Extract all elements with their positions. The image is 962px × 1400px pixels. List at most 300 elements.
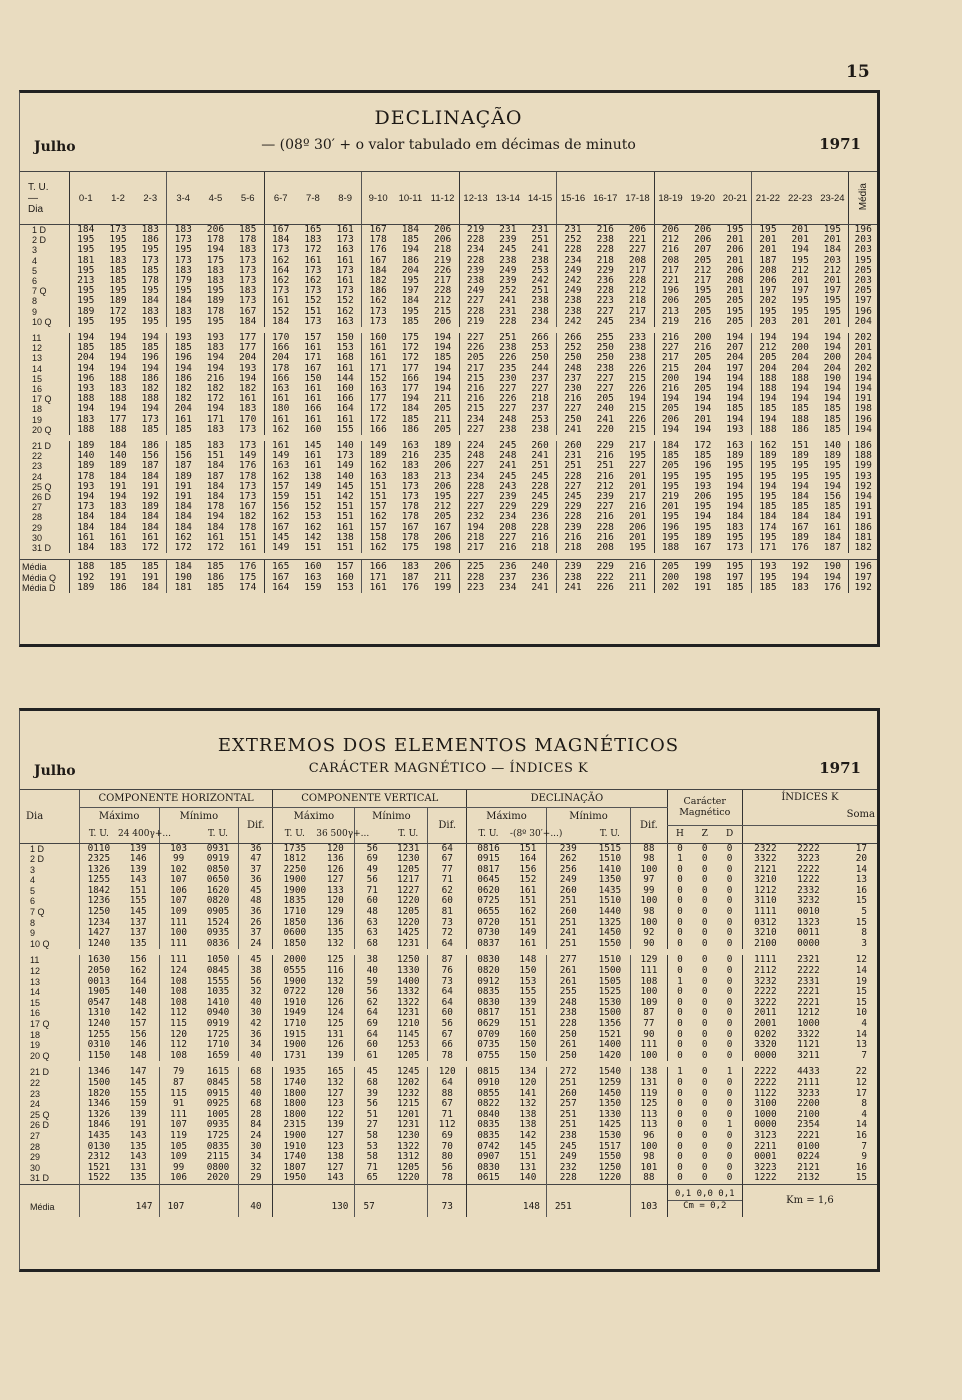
d-max-tu: 0907 (467, 1152, 510, 1163)
k-sum: 15 (855, 917, 867, 928)
day-label: 16 (32, 384, 43, 395)
hourly-value: 194 (823, 384, 842, 395)
d-max-value: 145 (519, 1141, 537, 1152)
day-row (20, 886, 877, 897)
h-max-value: 131 (129, 1162, 147, 1173)
hourly-value: 162 (264, 276, 296, 286)
h-dif: 40 (239, 998, 273, 1009)
hourly-value: 204 (791, 363, 809, 374)
hourly-value: 188 (141, 394, 159, 405)
k-sum: 5 (861, 907, 867, 918)
hourly-value: 241 (531, 245, 549, 256)
d-min-value: 261 (546, 977, 589, 988)
k-sum: 16 (855, 1162, 867, 1173)
hourly-value: 216 (654, 384, 686, 394)
hourly-value: 168 (336, 353, 354, 364)
overall-mean: 196 (849, 560, 877, 573)
hourly-value: 215 (654, 364, 686, 374)
day-row (20, 451, 877, 461)
hourly-value: 151 (362, 492, 394, 502)
h-max-tu: T. U. (79, 825, 118, 843)
hourly-value: 197 (751, 286, 783, 296)
footer-d-min: 251 (546, 1184, 630, 1217)
z-max-value: 143 (326, 1173, 344, 1184)
hourly-value: 195 (69, 235, 101, 245)
k-indices-2: 0100 (797, 1141, 820, 1152)
z-max-value: 139 (326, 1120, 344, 1131)
char-z: 0 (701, 1152, 708, 1163)
hourly-value: 205 (654, 461, 686, 471)
hourly-value: 194 (459, 523, 491, 533)
d-min-tu: 1440 (598, 907, 622, 918)
hourly-value: 194 (109, 404, 127, 415)
k-indices-2: 2331 (797, 976, 820, 987)
hourly-value: 197 (401, 286, 420, 297)
day-row (20, 425, 877, 435)
h-dif: 32 (239, 1163, 273, 1174)
hourly-value: 159 (264, 492, 296, 502)
hourly-value: 173 (239, 481, 257, 492)
hourly-value: 195 (628, 451, 647, 462)
dia-header: Dia (20, 790, 79, 844)
h-max-value: 143 (129, 1152, 147, 1163)
hour-header: 6-7 (264, 172, 296, 225)
char-z: 0 (701, 1050, 708, 1061)
hourly-value: 186 (362, 286, 394, 296)
hourly-value: 237 (531, 373, 549, 384)
z-max-tu: 1949 (273, 1008, 316, 1019)
d-max-tu: 0730 (467, 928, 510, 939)
d-dif: 138 (631, 1067, 667, 1078)
z-dif: 64 (428, 1078, 467, 1089)
h-max-tu: 1240 (79, 939, 118, 950)
hourly-value: 206 (751, 276, 783, 286)
hourly-value: 150 (304, 373, 322, 384)
hourly-value: 184 (264, 235, 296, 245)
hourly-value: 173 (239, 265, 257, 276)
hourly-value: 185 (694, 451, 712, 462)
mean-value: 238 (557, 573, 589, 583)
hourly-value: 206 (694, 224, 712, 235)
d-min-tu: 1525 (598, 987, 622, 998)
day-label: 24 (32, 471, 43, 482)
hourly-value: 178 (206, 502, 225, 513)
hourly-value: 185 (167, 343, 199, 353)
hourly-value: 167 (239, 502, 257, 513)
hourly-value: 212 (596, 481, 614, 492)
h-dif: 40 (239, 1051, 273, 1062)
hourly-value: 161 (336, 414, 354, 425)
hourly-value: 195 (751, 307, 783, 317)
hourly-value: 180 (264, 404, 296, 414)
hourly-value: 230 (557, 384, 589, 394)
z-dif: 120 (428, 1067, 467, 1078)
z-max-tu: 1900 (273, 977, 316, 988)
z-max-value: 129 (326, 907, 344, 918)
d-dif: 96 (631, 1131, 667, 1142)
h-max-value: 139 (129, 864, 147, 875)
h-max-tu: 1905 (79, 987, 118, 998)
tu-dia-header (20, 172, 69, 225)
day-label: 23 (32, 461, 43, 472)
hourly-value: 164 (336, 404, 354, 415)
hourly-value: 184 (167, 502, 199, 512)
day-row (20, 875, 877, 886)
z-max-value: 136 (326, 854, 344, 865)
hourly-value: 194 (239, 373, 257, 384)
hourly-value: 149 (264, 543, 296, 553)
d-min-tu: 1356 (598, 1019, 622, 1029)
mean-value: 192 (69, 573, 101, 583)
z-max-value: 138 (326, 1152, 344, 1163)
d-min-tu: 1510 (598, 955, 622, 966)
mean-value: 187 (401, 572, 420, 583)
day-label: 21 D (30, 1067, 50, 1078)
h-min-value: 120 (159, 1030, 198, 1041)
z-dif: 67 (428, 1099, 467, 1110)
d-min-value: 255 (546, 987, 589, 998)
h-min-value: 100 (159, 928, 198, 939)
h-max-value: 156 (129, 1029, 147, 1040)
day-row (20, 543, 877, 553)
h-dif: 56 (239, 977, 273, 988)
mean-value: 211 (628, 572, 647, 583)
declinacao-month: Julho (34, 139, 76, 155)
d-min-value: 228 (546, 1019, 589, 1030)
hourly-value: 195 (433, 492, 452, 503)
d-dif: 99 (631, 886, 667, 897)
h-min-tu: 0915 (206, 1088, 230, 1099)
hourly-value: 208 (654, 256, 686, 266)
hour-header: 2-3 (134, 172, 166, 225)
d-min-tu: 1500 (598, 966, 622, 977)
hourly-value: 184 (69, 523, 101, 533)
hourly-value: 160 (336, 384, 354, 395)
mean-value: 185 (199, 560, 231, 573)
hourly-value: 151 (239, 532, 257, 543)
hourly-value: 189 (362, 451, 394, 461)
char-d: 1 (726, 1067, 733, 1078)
mean-value: 157 (329, 560, 361, 573)
hourly-value: 194 (823, 343, 842, 354)
z-max-value: 124 (326, 1008, 344, 1019)
hourly-value: 212 (433, 502, 452, 513)
hourly-value: 184 (69, 225, 101, 236)
day-label: 31 D (30, 1173, 50, 1184)
hourly-value: 156 (141, 451, 159, 462)
day-row (20, 415, 877, 425)
h-max-value: 135 (129, 938, 147, 949)
z-min-value: 68 (355, 1078, 389, 1089)
hourly-value: 185 (401, 316, 420, 327)
mean-value: 195 (719, 560, 751, 573)
hourly-value: 189 (823, 451, 842, 462)
hourly-value: 173 (336, 286, 354, 297)
hourly-value: 177 (239, 333, 257, 344)
hourly-value: 192 (141, 492, 159, 503)
d-max-value: 151 (519, 917, 537, 928)
z-max-value: 127 (326, 1162, 344, 1173)
day-label: 18 (32, 404, 43, 415)
h-min-value: 79 (159, 1067, 198, 1078)
hourly-value: 195 (109, 245, 127, 256)
comp-vertical-header: COMPONENTE VERTICAL (273, 790, 467, 808)
soma-label: Soma (846, 809, 875, 820)
z-max-value: 127 (326, 1088, 344, 1099)
hourly-value: 235 (499, 363, 517, 374)
hourly-value: 227 (459, 502, 491, 512)
d-dif-header: Dif. (631, 808, 667, 844)
d-min-value: 257 (546, 1099, 589, 1110)
hourly-value: 191 (167, 492, 199, 502)
hour-header: 10-11 (394, 172, 426, 225)
z-min-tu: 1205 (396, 1162, 420, 1173)
hourly-value: 227 (531, 384, 549, 395)
h-max-tu: 0310 (79, 1040, 118, 1051)
hourly-value: 183 (109, 255, 127, 266)
k-sum: 13 (855, 1040, 867, 1051)
day-label: 24 (30, 1099, 41, 1110)
hourly-value: 239 (499, 276, 517, 287)
z-min-value: 56 (355, 875, 389, 886)
h-min-value: 115 (159, 1089, 198, 1100)
day-row (20, 394, 877, 404)
hourly-value: 196 (167, 353, 199, 363)
d-min-tu: 1259 (598, 1077, 622, 1088)
hourly-value: 179 (167, 276, 199, 286)
hourly-value: 194 (694, 424, 712, 435)
hourly-value: 228 (531, 481, 549, 492)
day-label: 10 Q (30, 938, 50, 949)
z-dif: 69 (428, 1131, 467, 1142)
d-dif: 100 (631, 865, 667, 876)
hourly-value: 185 (141, 424, 159, 435)
hourly-value: 194 (823, 394, 842, 405)
hourly-value: 216 (459, 384, 491, 394)
hourly-value: 215 (628, 404, 647, 415)
mean-value: 183 (394, 560, 426, 573)
z-min-tu: 1322 (396, 997, 420, 1008)
day-row (20, 1008, 877, 1019)
h-max-tu: 1846 (79, 1120, 118, 1131)
d-max-tu: T. U. (467, 825, 510, 843)
d-max-value: 138 (519, 1109, 537, 1120)
hourly-value: 231 (499, 224, 517, 235)
h-max-value: 156 (129, 955, 147, 966)
hourly-value: 227 (596, 502, 614, 513)
hourly-value: 206 (433, 532, 452, 543)
hourly-value: 204 (726, 353, 744, 364)
h-max-value: 146 (129, 1040, 147, 1051)
footer-d-dif: 103 (631, 1184, 667, 1217)
hourly-value: 234 (499, 512, 517, 523)
z-min-tu: 1230 (396, 854, 420, 865)
h-min-value: 111 (159, 918, 198, 929)
z-min-value: 63 (355, 918, 389, 929)
hourly-value: 187 (167, 461, 199, 471)
d-max-value: 161 (519, 885, 537, 896)
hourly-value: 221 (654, 276, 686, 286)
z-max-value: 125 (326, 1019, 344, 1029)
hourly-value: 194 (726, 481, 744, 492)
z-max-tu: 1740 (273, 1152, 316, 1163)
z-min-tu: 1332 (396, 987, 420, 998)
hourly-value: 156 (167, 451, 199, 461)
hourly-value: 206 (694, 235, 712, 246)
mean-value: 161 (362, 583, 394, 593)
z-dif: 67 (428, 1030, 467, 1041)
hourly-value: 167 (433, 522, 452, 533)
daily-mean: 188 (849, 451, 877, 461)
day-row (20, 1040, 877, 1051)
d-max-value: 153 (519, 976, 537, 987)
hourly-value: 173 (239, 255, 257, 266)
char-d: 0 (726, 1050, 733, 1061)
d-max-value: 120 (519, 1077, 537, 1088)
z-dif: 70 (428, 1142, 467, 1153)
hourly-value: 195 (823, 461, 842, 472)
hourly-value: 226 (628, 363, 647, 374)
h-min-value: 124 (159, 966, 198, 977)
day-row (20, 512, 877, 522)
hourly-value: 228 (459, 235, 491, 245)
hourly-value: 172 (401, 343, 420, 354)
hourly-value: 185 (69, 343, 101, 353)
k-sum: 14 (855, 1120, 867, 1131)
d-min-tu: 1425 (598, 1120, 622, 1131)
declinacao-subtitle: — (08º 30′ + o valor tabulado em décimas de minuto (261, 137, 636, 153)
hourly-value: 253 (531, 265, 549, 276)
hourly-value: 183 (109, 384, 127, 395)
z-dif: 72 (428, 928, 467, 939)
d-min-value: 251 (546, 939, 589, 950)
hourly-value: 195 (654, 472, 686, 482)
char-h: 0 (667, 928, 692, 939)
hourly-value: 170 (239, 414, 257, 425)
char-h: 0 (667, 1089, 692, 1100)
k-indices-2: 3322 (797, 1029, 820, 1040)
mean-value: 216 (622, 560, 654, 573)
mean-value: 191 (141, 572, 159, 583)
char-d: 0 (726, 955, 733, 966)
d-max-tu: 0645 (467, 875, 510, 886)
day-label: 25 Q (32, 481, 52, 492)
hourly-value: 185 (751, 404, 783, 414)
day-row (20, 896, 877, 907)
k-indices-1: 3210 (742, 928, 788, 939)
z-max-tu: 1812 (273, 854, 316, 865)
char-z: 0 (701, 938, 708, 949)
h-min-value: 112 (159, 1008, 198, 1019)
hourly-value: 173 (141, 255, 159, 266)
h-max-tu: 1255 (79, 875, 118, 886)
hourly-value: 216 (596, 451, 614, 462)
hourly-value: 227 (557, 404, 589, 414)
day-row (20, 1078, 877, 1089)
char-z: 0 (701, 1099, 708, 1110)
hourly-value: 183 (239, 404, 257, 415)
hourly-value: 184 (167, 523, 199, 533)
day-label: 31 D (32, 543, 52, 554)
hourly-value: 201 (628, 512, 647, 523)
hourly-value: 157 (362, 502, 394, 512)
k-indices-1: 0001 (742, 1152, 788, 1163)
hourly-value: 194 (726, 373, 744, 384)
d-dif: 90 (631, 1030, 667, 1041)
d-minimo-header: Mínimo (546, 808, 630, 826)
hourly-value: 205 (751, 353, 783, 363)
hourly-value: 207 (694, 245, 712, 256)
hourly-value: 190 (823, 373, 842, 384)
hourly-value: 161 (141, 532, 159, 543)
d-min-value: 232 (546, 1163, 589, 1174)
k-blank-2 (788, 825, 829, 843)
hourly-value: 245 (531, 492, 549, 503)
d-max-tu: 0755 (467, 1051, 510, 1062)
hourly-value: 167 (362, 225, 394, 236)
z-min-tu: 1205 (396, 1050, 420, 1061)
d-max-value: 148 (519, 955, 537, 966)
char-d: 0 (726, 875, 733, 886)
hourly-value: 177 (239, 343, 257, 354)
hourly-value: 183 (109, 543, 127, 554)
z-max-value: 116 (326, 966, 344, 977)
h-min-tu: 0935 (206, 1120, 230, 1131)
hourly-value: 195 (167, 286, 199, 296)
hour-header: 23-24 (816, 172, 848, 225)
z-max-tu: 2250 (273, 865, 316, 876)
hourly-value: 236 (531, 512, 549, 523)
day-label: 17 Q (32, 394, 52, 405)
d-max-value: 150 (519, 1050, 537, 1061)
hourly-value: 227 (557, 482, 589, 492)
h-max-tu: 1250 (79, 907, 118, 918)
day-label: 11 (30, 955, 40, 966)
day-label: 4 (30, 875, 36, 886)
hourly-value: 161 (336, 363, 354, 374)
day-label: 13 (30, 976, 41, 987)
hourly-value: 171 (751, 543, 783, 553)
footer-h-min: 107 (159, 1184, 239, 1217)
hourly-value: 216 (557, 394, 589, 404)
char-h: 0 (667, 1163, 692, 1174)
hourly-value: 172 (694, 441, 712, 452)
hourly-value: 206 (433, 235, 452, 246)
day-label: 15 (32, 373, 43, 384)
k-indices-2: 2354 (797, 1120, 820, 1131)
hourly-value: 216 (694, 316, 712, 327)
h-min-value: 107 (159, 896, 198, 907)
day-row (20, 1030, 877, 1041)
hourly-value: 217 (628, 265, 647, 276)
z-max-tu: 1735 (273, 843, 316, 854)
hourly-value: 177 (401, 363, 420, 374)
day-label: 7 Q (30, 907, 45, 918)
h-max-value: 137 (129, 928, 147, 939)
hourly-value: 227 (596, 306, 614, 317)
hourly-value: 193 (206, 333, 225, 344)
hourly-value: 205 (694, 384, 712, 395)
hourly-value: 239 (499, 492, 517, 503)
h-max-tu: 1820 (79, 1089, 118, 1100)
h-min-tu: 0925 (206, 1099, 230, 1110)
hourly-value: 195 (69, 266, 101, 276)
hourly-value: 189 (791, 451, 809, 462)
hourly-value: 187 (751, 256, 783, 266)
day-row (20, 977, 877, 988)
d-min-value: 241 (546, 928, 589, 939)
h-min-tu: 1050 (206, 955, 230, 966)
